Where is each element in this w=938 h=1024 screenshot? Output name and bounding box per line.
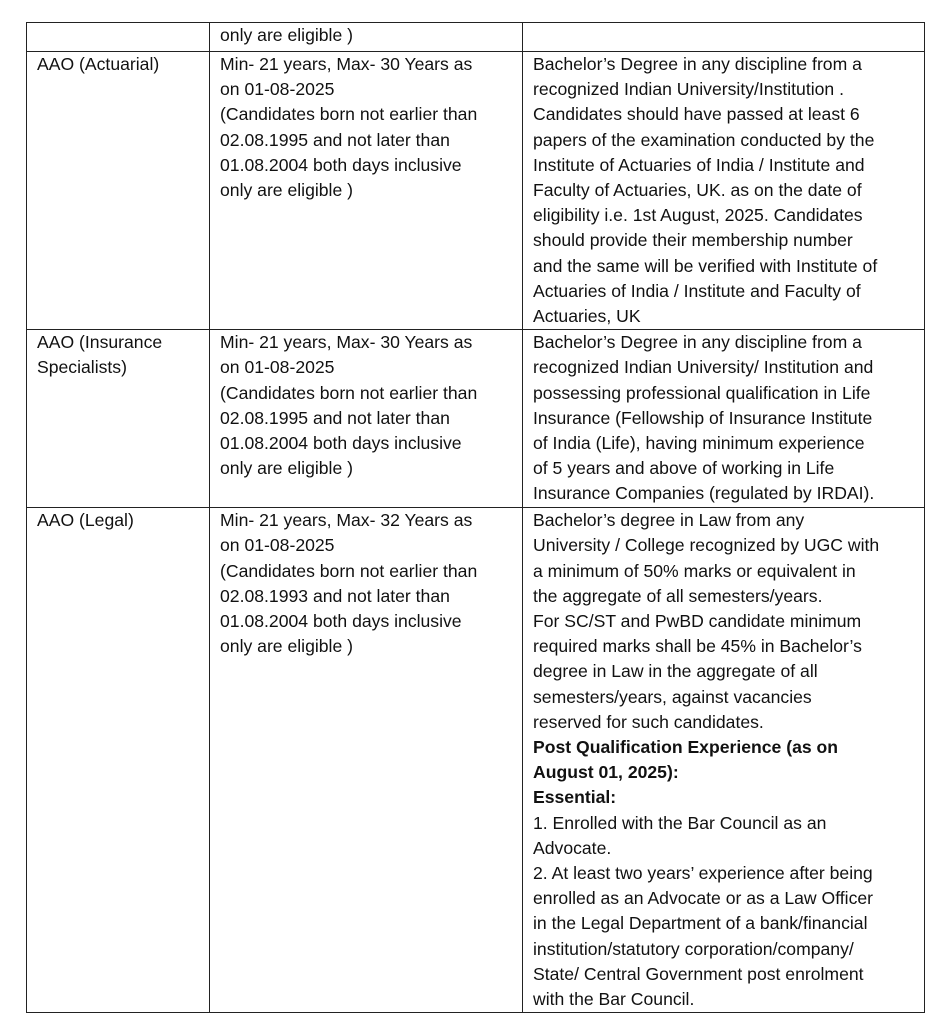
- qualification-text-line: Insurance Companies (regulated by IRDAI).: [533, 483, 875, 504]
- age-text-line: 02.08.1995 and not later than: [220, 407, 450, 428]
- qualification-text-line: institution/statutory corporation/company/: [533, 938, 854, 959]
- age-text-line: Min- 21 years, Max- 32 Years as: [220, 510, 473, 531]
- eligibility-document: [26, 22, 924, 1013]
- qualification-text-line: recognized Indian University/ Institution and: [533, 357, 874, 378]
- age-text-line: 01.08.2004 both days inclusive: [220, 154, 462, 175]
- qualification-text-line: Bachelor’s Degree in any discipline from a: [533, 332, 862, 353]
- eligibility-table: [26, 22, 925, 1013]
- age-limit-cell: [210, 508, 523, 1013]
- age-limit-cell: [210, 52, 523, 330]
- qualification-text-line: semesters/years, against vacancies: [533, 686, 812, 707]
- qualification-cell: [523, 330, 925, 508]
- qualification-text-line: Bachelor’s Degree in any discipline from a: [533, 54, 862, 74]
- age-text-line: only are eligible ): [220, 180, 354, 201]
- qualification-text-line: and the same will be verified with Institute of: [533, 255, 878, 276]
- age-text-line: only are eligible ): [220, 25, 354, 45]
- qualification-text-line: Actuaries of India / Institute and Faculty of: [533, 280, 861, 301]
- age-text-line: (Candidates born not earlier than: [220, 560, 478, 581]
- qualification-text-line: 1. Enrolled with the Bar Council as an: [533, 812, 827, 833]
- age-text-line: only are eligible ): [220, 458, 354, 479]
- age-text-line: only are eligible ): [220, 636, 354, 657]
- age-text-line: on 01-08-2025: [220, 79, 335, 100]
- qualification-text-line: recognized Indian University/Institution .: [533, 79, 844, 100]
- qualification-text-line: Candidates should have passed at least 6: [533, 104, 860, 125]
- age-text-line: Min- 21 years, Max- 30 Years as: [220, 332, 473, 353]
- qualification-text-line: a minimum of 50% marks or equivalent in: [533, 560, 856, 581]
- table-row: [27, 23, 925, 52]
- qualification-text-line: the aggregate of all semesters/years.: [533, 585, 823, 606]
- qualification-text-line: 2. At least two years’ experience after being: [533, 863, 873, 884]
- post-text-line: AAO (Actuarial): [37, 54, 160, 74]
- qualification-cell: [523, 52, 925, 330]
- post-text-line: AAO (Legal): [37, 510, 134, 531]
- qualification-text-line: University / College recognized by UGC with: [533, 535, 880, 556]
- qualification-text-line: possessing professional qualification in Life: [533, 382, 871, 403]
- age-text-line: 01.08.2004 both days inclusive: [220, 433, 462, 454]
- qualification-text-line: Essential:: [533, 787, 617, 808]
- post-text-line: AAO (Insurance: [37, 332, 163, 353]
- post-text-line: Specialists): [37, 357, 127, 378]
- post-cell: [27, 330, 210, 508]
- table-row: [27, 52, 925, 330]
- qualification-text-line: of India (Life), having minimum experience: [533, 433, 865, 454]
- qualification-text-line: Post Qualification Experience (as on: [533, 737, 839, 758]
- age-limit-cell: [210, 23, 523, 52]
- qualification-text-line: in the Legal Department of a bank/financial: [533, 913, 868, 934]
- qualification-text-line: should provide their membership number: [533, 230, 853, 251]
- qualification-text-line: Advocate.: [533, 837, 612, 858]
- table-row: [27, 508, 925, 1013]
- qualification-text-line: of 5 years and above of working in Life: [533, 458, 835, 479]
- post-cell: [27, 23, 210, 52]
- qualification-text-line: Faculty of Actuaries, UK. as on the date of: [533, 180, 862, 201]
- qualification-text-line: State/ Central Government post enrolment: [533, 963, 864, 984]
- qualification-text-line: papers of the examination conducted by the: [533, 129, 875, 150]
- qualification-text-line: Insurance (Fellowship of Insurance Institute: [533, 407, 873, 428]
- age-limit-cell: [210, 330, 523, 508]
- qualification-text-line: eligibility i.e. 1st August, 2025. Candidates: [533, 205, 863, 226]
- qualification-text-line: Actuaries, UK: [533, 306, 641, 327]
- qualification-text-line: Bachelor’s degree in Law from any: [533, 510, 805, 531]
- post-cell: [27, 52, 210, 330]
- age-text-line: on 01-08-2025: [220, 357, 335, 378]
- qualification-cell: [523, 508, 925, 1013]
- qualification-cell: [523, 23, 925, 52]
- qualification-text-line: enrolled as an Advocate or as a Law Officer: [533, 888, 874, 909]
- qualification-text-line: required marks shall be 45% in Bachelor’s: [533, 636, 862, 657]
- qualification-text-line: reserved for such candidates.: [533, 711, 764, 732]
- qualification-text-line: For SC/ST and PwBD candidate minimum: [533, 611, 862, 632]
- post-cell: [27, 508, 210, 1013]
- age-text-line: 02.08.1995 and not later than: [220, 129, 450, 150]
- age-text-line: Min- 21 years, Max- 30 Years as: [220, 54, 473, 74]
- age-text-line: (Candidates born not earlier than: [220, 104, 478, 125]
- age-text-line: on 01-08-2025: [220, 535, 335, 556]
- table-row: [27, 330, 925, 508]
- age-text-line: 01.08.2004 both days inclusive: [220, 611, 462, 632]
- age-text-line: 02.08.1993 and not later than: [220, 585, 450, 606]
- qualification-text-line: Institute of Actuaries of India / Institute and: [533, 154, 865, 175]
- age-text-line: (Candidates born not earlier than: [220, 382, 478, 403]
- qualification-text-line: August 01, 2025):: [533, 762, 679, 783]
- qualification-text-line: degree in Law in the aggregate of all: [533, 661, 818, 682]
- qualification-text-line: with the Bar Council.: [533, 989, 695, 1010]
